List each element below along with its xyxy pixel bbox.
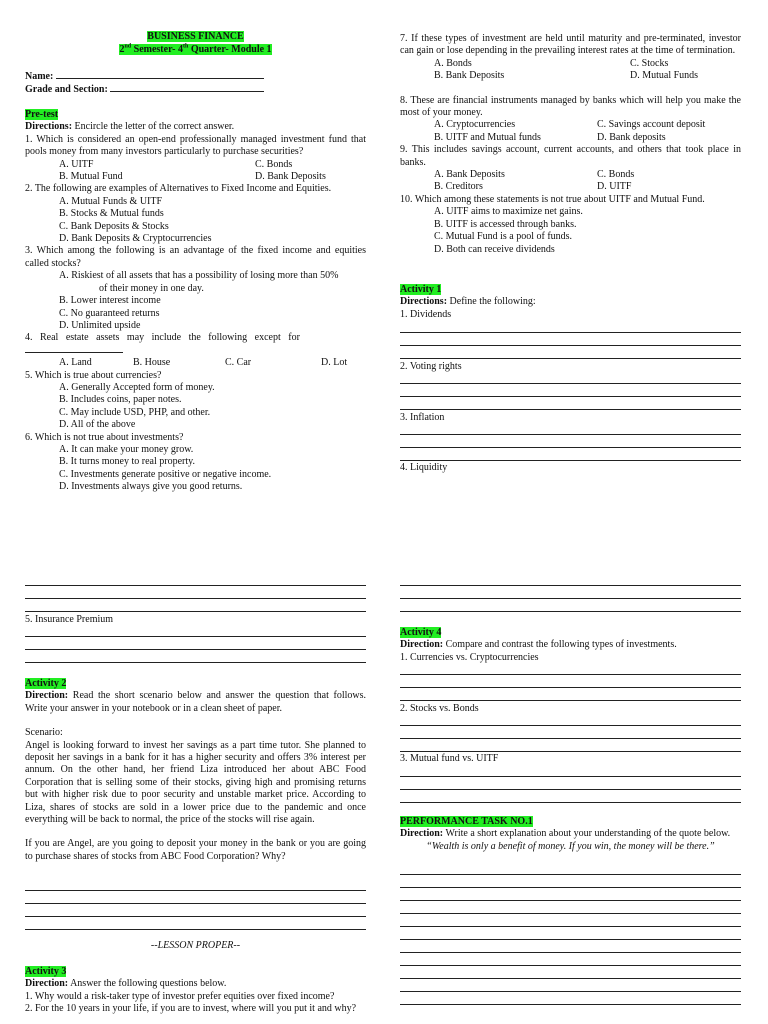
option[interactable]: C. Bonds <box>255 158 293 170</box>
answer-line[interactable] <box>400 460 741 461</box>
answer-line[interactable] <box>400 358 741 359</box>
question-2-options <box>25 196 366 246</box>
question-7-options <box>400 58 741 83</box>
question-10-options <box>400 206 741 256</box>
answer-line[interactable] <box>400 900 741 901</box>
answer-line[interactable] <box>400 611 741 612</box>
answer-line[interactable] <box>400 738 741 739</box>
name-field[interactable] <box>25 71 366 83</box>
pretest-directions: Directions: Encircle the letter of the correct answer. <box>25 121 235 133</box>
answer-line[interactable] <box>400 939 741 940</box>
pretest-heading: Pre-test <box>25 109 59 120</box>
answer-line[interactable] <box>400 952 741 953</box>
name-blank[interactable] <box>56 78 264 79</box>
option[interactable]: B. Mutual Fund <box>59 171 123 183</box>
option[interactable]: C. Bonds <box>597 169 635 181</box>
option[interactable]: A. Bank Deposits <box>434 169 505 181</box>
scenario-label: Scenario: <box>25 727 63 739</box>
option[interactable]: D. UITF <box>597 181 632 193</box>
activity2-section <box>25 678 366 863</box>
answer-line[interactable] <box>400 674 741 675</box>
answer-line[interactable] <box>400 585 741 586</box>
answer-line[interactable] <box>400 789 741 790</box>
question-3-options <box>25 270 366 332</box>
option[interactable]: D. Unlimited upside <box>59 319 141 331</box>
activity1-item-5: 5. Insurance Premium <box>25 614 114 625</box>
answer-line[interactable] <box>400 725 741 726</box>
option[interactable]: A. Land <box>59 357 92 369</box>
option-continuation: of their money in one day. <box>99 282 204 294</box>
activity1-item-2: 2. Voting rights <box>400 361 462 372</box>
option[interactable]: A. Bonds <box>434 57 472 69</box>
option[interactable]: C. Savings account deposit <box>597 119 706 131</box>
name-label: Name: <box>25 71 54 82</box>
option[interactable]: B. Lower interest income <box>59 295 161 307</box>
option[interactable]: B. UITF and Mutual funds <box>434 131 541 143</box>
answer-line[interactable] <box>400 926 741 927</box>
activity1-directions: Directions: Define the following: <box>400 296 536 308</box>
answer-line[interactable] <box>25 585 366 586</box>
answer-line[interactable] <box>400 409 741 410</box>
answer-line[interactable] <box>400 434 741 435</box>
question-9: 9. This includes savings account, current accounts, and others that took place in banks. <box>400 144 741 168</box>
question-6-options <box>25 444 366 494</box>
option[interactable]: C. Bank Deposits & Stocks <box>59 220 169 232</box>
answer-line[interactable] <box>25 649 366 650</box>
option[interactable]: A. Generally Accepted form of money. <box>59 381 215 393</box>
answer-line[interactable] <box>400 1004 741 1005</box>
activity3-direction: Direction: Answer the following questions below. <box>25 978 227 990</box>
option[interactable]: A. UITF <box>59 158 94 170</box>
question-1: 1. Which is considered an open-end professionally managed investment fund that pools money from many investors particularly to purchase securities? <box>25 133 366 158</box>
option[interactable]: D. Bank deposits <box>597 131 666 143</box>
answer-line[interactable] <box>400 887 741 888</box>
option[interactable]: A. Mutual Funds & UITF <box>59 195 163 207</box>
answer-line[interactable] <box>400 700 741 701</box>
option[interactable]: D. Bank Deposits & Cryptocurrencies <box>59 233 212 245</box>
option[interactable]: B. Stocks & Mutual funds <box>59 208 164 220</box>
answer-line[interactable] <box>400 345 741 346</box>
activity3-section <box>25 966 366 1016</box>
activity1-item-3: 3. Inflation <box>400 412 445 423</box>
option[interactable]: D. All of the above <box>59 419 136 431</box>
activity4-item-3: 3. Mutual fund vs. UITF <box>400 753 499 764</box>
question-6: 6. Which is not true about investments? <box>25 431 184 443</box>
answer-line[interactable] <box>25 890 366 891</box>
answer-line[interactable] <box>400 598 741 599</box>
activity4-item-1: 1. Currencies vs. Cryptocurrencies <box>400 651 539 663</box>
option[interactable]: C. Stocks <box>630 57 669 69</box>
activity4-direction: Direction: Compare and contrast the following types of investments. <box>400 639 677 651</box>
performance-task-heading: PERFORMANCE TASK NO.1 <box>400 816 533 827</box>
answer-line[interactable] <box>400 383 741 384</box>
lesson-proper-heading: --LESSON PROPER-- <box>150 940 241 951</box>
answer-line[interactable] <box>400 802 741 803</box>
answer-line[interactable] <box>400 776 741 777</box>
activity1-heading: Activity 1 <box>400 284 442 295</box>
answer-line[interactable] <box>400 687 741 688</box>
activity4-item-2: 2. Stocks vs. Bonds <box>400 703 479 714</box>
activity4-section <box>400 627 741 664</box>
option[interactable]: C. No guaranteed returns <box>59 307 160 319</box>
doc-subtitle: 2nd Semester- 4th Quarter- Module 1 <box>119 43 272 55</box>
answer-line[interactable] <box>25 611 366 612</box>
activity1-section <box>400 284 741 321</box>
option[interactable]: C. May include USD, PHP, and other. <box>59 406 211 418</box>
answer-line[interactable] <box>400 447 741 448</box>
pretest-continued <box>400 33 741 256</box>
option[interactable]: D. Lot <box>321 357 348 369</box>
question-10: 10. Which among these statements is not true about UITF and Mutual Fund. <box>400 193 705 205</box>
question-4-blank[interactable] <box>25 345 366 357</box>
answer-line[interactable] <box>25 929 366 930</box>
doc-title: BUSINESS FINANCE <box>147 31 244 42</box>
grade-blank[interactable] <box>110 91 264 92</box>
option[interactable]: B. House <box>133 357 171 369</box>
answer-line[interactable] <box>400 913 741 914</box>
performance-task-section <box>400 816 741 853</box>
option[interactable]: A. UITF aims to maximize net gains. <box>434 206 583 218</box>
answer-line[interactable] <box>25 636 366 637</box>
answer-line[interactable] <box>400 991 741 992</box>
activity1-item-1: 1. Dividends <box>400 308 452 320</box>
option[interactable]: D. Mutual Funds <box>630 70 699 82</box>
option[interactable]: B. It turns money to real property. <box>59 456 195 468</box>
question-4-options <box>25 357 366 369</box>
scenario-text: Angel is looking forward to invest her savings as a part time tutor. She planned to deposit her savings in a bank for it has a higher security and offers 3% interest per annum. On the other hand, her friend Liza introduced her about ABC Food Corporation that is selling some of their stocks, giving high and promising returns but with higher risk due to poor security and unstable market price. According to Liza, shares of stocks are sold in a lower price due to the pandemic and once everything will be back to normal, the price of the stocks will rise again. <box>25 739 366 826</box>
grade-section-field[interactable] <box>25 84 366 96</box>
answer-line[interactable] <box>400 751 741 752</box>
question-9-options <box>400 169 741 194</box>
performance-task-quote: “Wealth is only a benefit of money. If you win, the money will be there.” <box>426 840 715 852</box>
option[interactable]: C. Mutual Fund is a pool of funds. <box>434 231 573 243</box>
question-4: 4. Real estate assets may include the following except for <box>25 332 300 344</box>
question-8: 8. These are financial instruments managed by banks which will help you make the most of your money. <box>400 94 741 119</box>
answer-line[interactable] <box>25 662 366 663</box>
answer-line[interactable] <box>400 874 741 875</box>
pretest-section <box>25 109 366 494</box>
question-2: 2. The following are examples of Alternatives to Fixed Income and Equities. <box>25 183 332 195</box>
option[interactable]: B. Bank Deposits <box>434 70 505 82</box>
activity4-heading: Activity 4 <box>400 627 442 638</box>
option[interactable]: C. Investments generate positive or negative income. <box>59 468 272 480</box>
option[interactable]: C. Car <box>225 357 252 369</box>
answer-line[interactable] <box>400 978 741 979</box>
activity2-question: If you are Angel, are you going to deposit your money in the bank or you are going to purchase shares of stocks from ABC Food Corporation? Why? <box>25 838 366 862</box>
answer-line[interactable] <box>25 903 366 904</box>
option[interactable]: D. Bank Deposits <box>255 171 326 183</box>
option[interactable]: A. It can make your money grow. <box>59 443 194 455</box>
option[interactable]: B. UITF is accessed through banks. <box>434 218 577 230</box>
question-5: 5. Which is true about currencies? <box>25 369 162 381</box>
answer-line[interactable] <box>25 598 366 599</box>
answer-line[interactable] <box>25 916 366 917</box>
grade-label: Grade and Section: <box>25 84 108 95</box>
activity3-question-2: 2. For the 10 years in your life, if you are to invest, where will you put it and why? <box>25 1003 357 1015</box>
answer-line[interactable] <box>400 965 741 966</box>
question-8-options <box>400 119 741 144</box>
activity2-direction: Direction: Read the short scenario below and answer the question that follows. Write your answer in your notebook or in a clean sheet of paper. <box>25 690 366 714</box>
activity2-heading: Activity 2 <box>25 678 67 689</box>
answer-line[interactable] <box>400 396 741 397</box>
activity3-question-1: 1. Why would a risk-taker type of investor prefer equities over fixed income? <box>25 990 335 1002</box>
question-3: 3. Which among the following is an advantage of the fixed income and equities called stocks? <box>25 245 366 269</box>
option[interactable]: B. Creditors <box>434 181 483 193</box>
question-7: 7. If these types of investment are held until maturity and pre-terminated, investor can gain or lose depending in the prevailing interest rates at the time of termination. <box>400 33 741 57</box>
activity3-heading: Activity 3 <box>25 966 67 977</box>
option[interactable]: D. Both can receive dividends <box>434 243 555 255</box>
activity1-item-4: 4. Liquidity <box>400 462 448 473</box>
question-1-options <box>25 159 366 184</box>
answer-line[interactable] <box>400 332 741 333</box>
option[interactable]: D. Investments always give you good returns. <box>59 481 243 493</box>
option[interactable]: A. Riskiest of all assets that has a possibility of losing more than 50% <box>59 270 339 282</box>
option[interactable]: B. Includes coins, paper notes. <box>59 394 182 406</box>
question-5-options <box>25 382 366 432</box>
option[interactable]: A. Cryptocurrencies <box>434 119 516 131</box>
performance-task-direction: Direction: Write a short explanation about your understanding of the quote below. <box>400 828 731 840</box>
